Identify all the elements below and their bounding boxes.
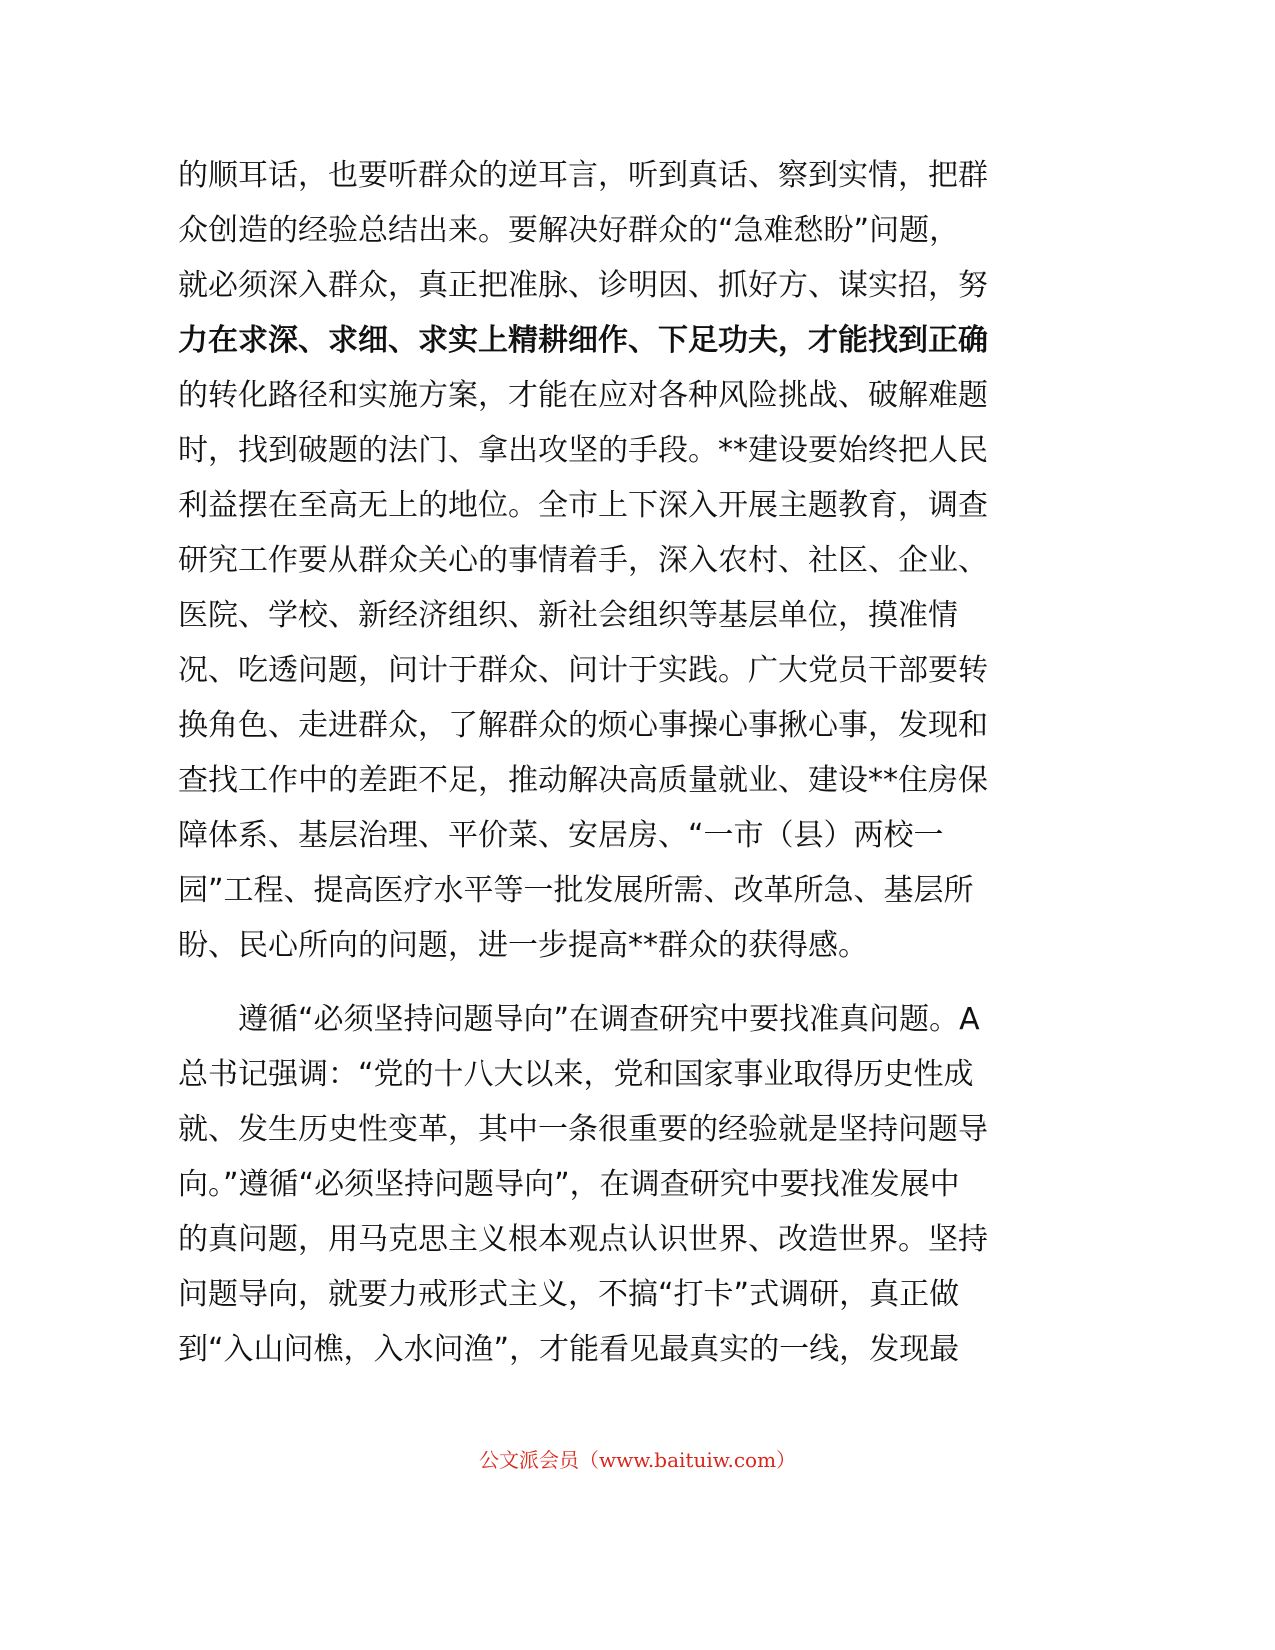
text-line: 向。”遵循“必须坚持问题导向”，在调查研究中要找准发展中	[178, 1167, 960, 1202]
text-line: 研究工作要从群众关心的事情着手，深入农村、社区、企业、	[178, 543, 988, 578]
text-line: 的真问题，用马克思主义根本观点认识世界、改造世界。坚持	[178, 1222, 988, 1257]
text-line: 园”工程、提高医疗水平等一批发展所需、改革所急、基层所	[178, 873, 974, 908]
text-line: 换角色、走进群众，了解群众的烦心事操心事揪心事，发现和	[178, 708, 988, 743]
text-line: 到“入山问樵，入水问渔”，才能看见最真实的一线，发现最	[178, 1332, 960, 1367]
text-line: 医院、学校、新经济组织、新社会组织等基层单位，摸准情	[178, 598, 958, 633]
text-line: 查找工作中的差距不足，推动解决高质量就业、建设**住房保	[178, 763, 988, 798]
text-line-bold: 力在求深、求细、求实上精耕细作、下足功夫，才能找到正确	[178, 323, 988, 358]
text-line: 的顺耳话，也要听群众的逆耳言，听到真话、察到实情，把群	[178, 158, 988, 193]
text-line: 利益摆在至高无上的地位。全市上下深入开展主题教育，调查	[178, 488, 988, 523]
text-line: 问题导向，就要力戒形式主义，不搞“打卡”式调研，真正做	[178, 1277, 960, 1312]
text-line: 就必须深入群众，真正把准脉、诊明因、抓好方、谋实招，努	[178, 268, 988, 303]
text-line: 的转化路径和实施方案，才能在应对各种风险挑战、破解难题	[178, 378, 988, 413]
text-line: 盼、民心所向的问题，进一步提高**群众的获得感。	[178, 928, 868, 963]
paragraph-1	[178, 148, 1038, 973]
text-line: 遵循“必须坚持问题导向”在调查研究中要找准真问题。A	[178, 1002, 980, 1037]
text-line: 众创造的经验总结出来。要解决好群众的“急难愁盼”问题，	[178, 213, 960, 248]
text-line: 时，找到破题的法门、拿出攻坚的手段。**建设要始终把人民	[178, 433, 988, 468]
text-line: 障体系、基层治理、平价菜、安居房、“一市（县）两校一	[178, 818, 944, 853]
paragraph-2	[178, 992, 1038, 1377]
text-line: 况、吃透问题，问计于群众、问计于实践。广大党员干部要转	[178, 653, 988, 688]
text-line: 就、发生历史性变革，其中一条很重要的经验就是坚持问题导	[178, 1112, 988, 1147]
text-line: 总书记强调：“党的十八大以来，党和国家事业取得历史性成	[178, 1057, 974, 1092]
footer-watermark: 公文派会员（www.baituiw.com）	[478, 1448, 797, 1472]
